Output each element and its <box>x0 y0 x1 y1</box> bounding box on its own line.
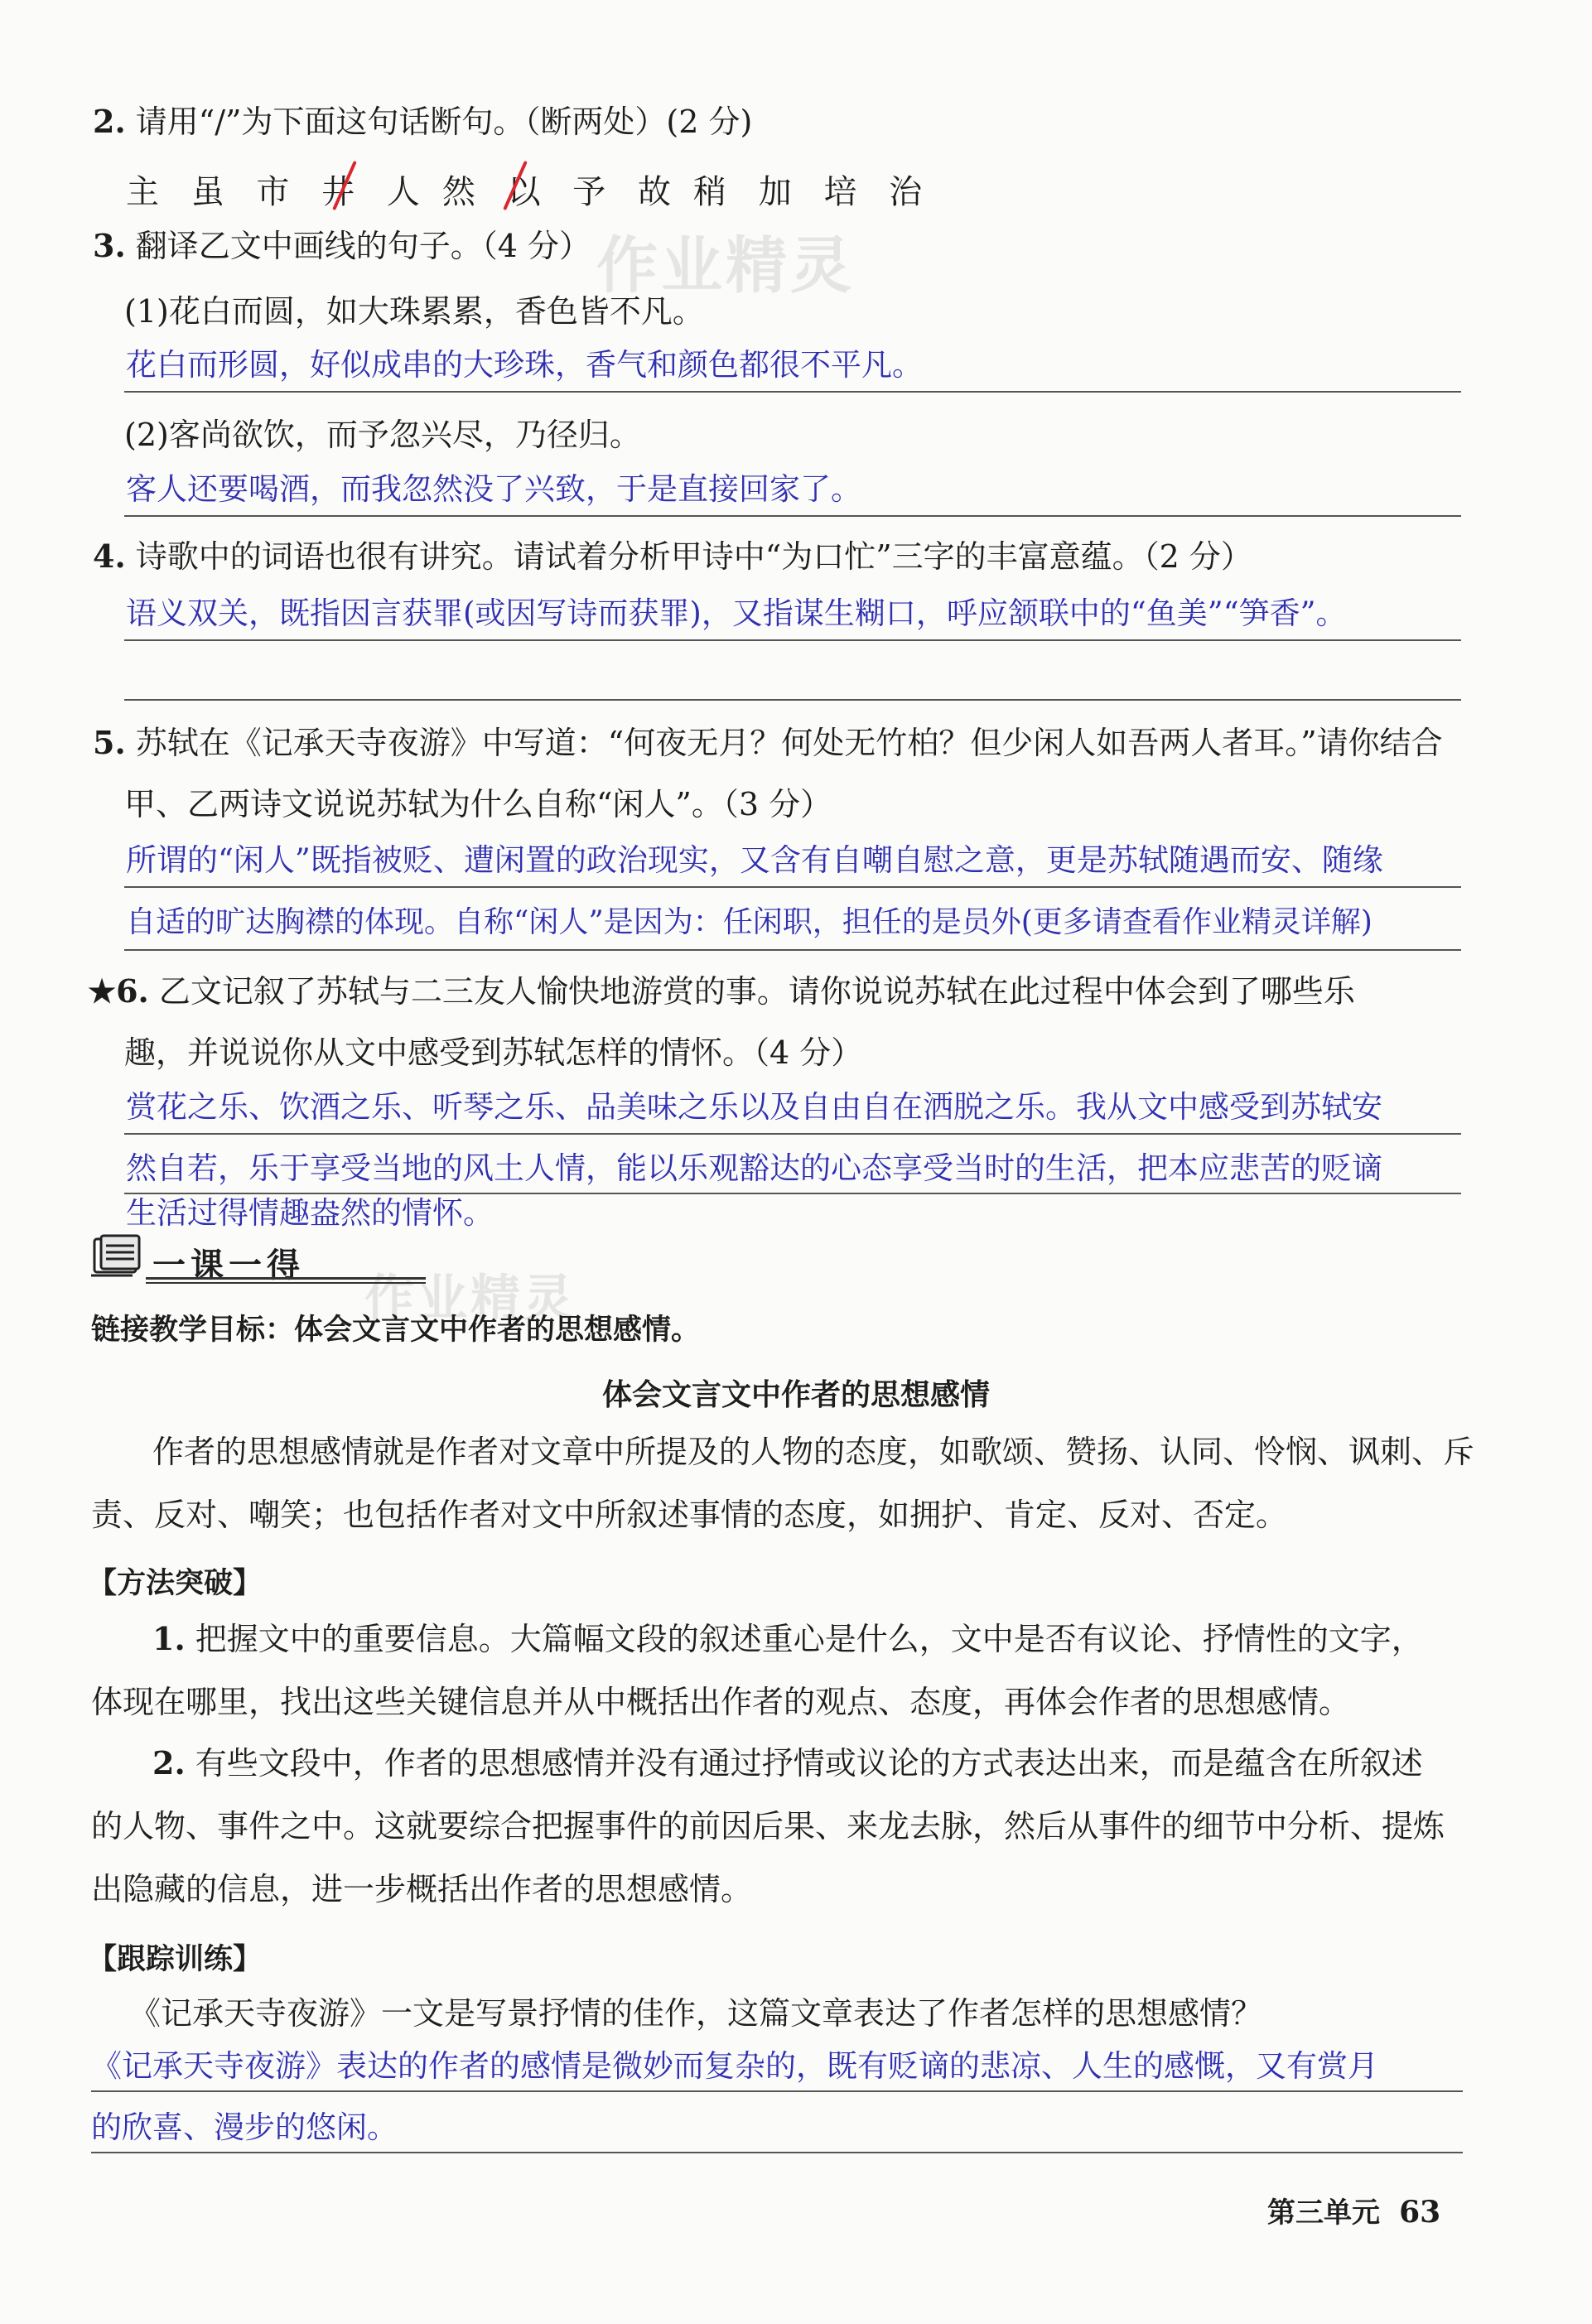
method2-line1 <box>152 1744 1423 1782</box>
method1-number: 1. <box>152 1620 186 1657</box>
q2-sentence <box>126 166 933 213</box>
q4-answer: 语义双关，既指因言获罪(或因写诗而获罪)，又指谋生糊口，呼应颔联中的“鱼美”“笋香”。 <box>126 595 1347 631</box>
section-title: 一课一得 <box>152 1246 305 1285</box>
q5-text-line1: 苏轼在《记承天寺夜游》中写道：“何夜无月？何处无竹柏？但少闲人如吾两人者耳。”请你结合 <box>135 725 1443 761</box>
q2-sentence-part1: 主 虽 市 井 人 <box>126 173 431 211</box>
q3-answer2: 客人还要喝酒，而我忽然没了兴致，于是直接回家了。 <box>126 471 861 507</box>
q4-text: 诗歌中的词语也很有讲究。请试着分析甲诗中“为口忙”三字的丰富意蕴。（2 分） <box>135 538 1252 575</box>
q3-number: 3. <box>93 227 126 264</box>
q6-text-line1: 乙文记叙了苏轼与二三友人愉快地游赏的事。请你说说苏轼在此过程中体会到了哪些乐 <box>158 973 1355 1010</box>
answer-line <box>124 639 1461 641</box>
q5-prompt-line2: 甲、乙两诗文说说苏轼为什么自称“闲人”。（3 分） <box>124 786 832 822</box>
answer-line <box>91 2152 1463 2153</box>
q4-number: 4. <box>93 538 126 575</box>
page-footer <box>1267 2190 1440 2230</box>
q3-prompt <box>93 227 591 264</box>
q6-prompt-line2: 趣，并说说你从文中感受到苏轼怎样的情怀。（4 分） <box>124 1034 863 1071</box>
answer-line <box>124 1193 1461 1194</box>
answer-line <box>124 391 1461 393</box>
method2-text: 有些文段中，作者的思想感情并没有通过抒情或议论的方式表达出来，而是蕴含在所叙述 <box>195 1745 1423 1782</box>
q6-number: ★6. <box>88 972 149 1010</box>
page-number: 63 <box>1399 2195 1441 2230</box>
q6-prompt-line1 <box>88 972 1355 1010</box>
method2-line2: 的人物、事件之中。这就要综合把握事件的前因后果、来龙去脉，然后从事件的细节中分析、提炼 <box>91 1808 1445 1844</box>
q2-sentence-part2: 然 以 予 故 <box>441 173 683 211</box>
method-title: 【方法突破】 <box>88 1567 263 1600</box>
method1-line2: 体现在哪里，找出这些关键信息并从中概括出作者的观点、态度，再体会作者的思想感情。 <box>91 1684 1351 1720</box>
q3-sub2: (2)客尚欲饮，而予忽兴尽，乃径归。 <box>124 417 641 453</box>
link-goal: 链接教学目标：体会文言文中作者的思想感情。 <box>91 1314 701 1347</box>
q6-answer-line3: 生活过得情趣盎然的情怀。 <box>126 1195 494 1231</box>
answer-line <box>124 949 1461 951</box>
notebook-icon <box>89 1232 142 1279</box>
watermark: 作业精灵 <box>364 1270 576 1328</box>
q5-prompt-line1 <box>93 724 1443 761</box>
track-answer-line2: 的欣喜、漫步的悠闲。 <box>91 2109 398 2145</box>
answer-line <box>124 515 1461 517</box>
method2-number: 2. <box>152 1744 186 1782</box>
section-subtitle: 体会文言文中作者的思想感情 <box>601 1378 990 1412</box>
answer-line <box>91 2090 1463 2092</box>
q2-prompt <box>93 103 753 140</box>
intro-line1: 作者的思想感情就是作者对文章中所提及的人物的态度，如歌颂、赞扬、认同、怜悯、讽刺、斥 <box>152 1434 1475 1470</box>
q6-answer-line2: 然自若，乐于享受当地的风土人情，能以乐观豁达的心态享受当时的生活，把本应悲苦的贬谪 <box>126 1150 1382 1186</box>
unit-label: 第三单元 <box>1267 2196 1380 2230</box>
track-answer-line1: 《记承天寺夜游》表达的作者的感情是微妙而复杂的，既有贬谪的悲凉、人生的感慨，又有赏月 <box>91 2048 1378 2084</box>
answer-line <box>124 1133 1461 1135</box>
watermark: 作业精灵 <box>596 230 855 301</box>
q3-text: 翻译乙文中画线的句子。（4 分） <box>135 228 591 264</box>
track-title: 【跟踪训练】 <box>88 1943 263 1976</box>
q2-text: 请用“/”为下面这句话断句。（断两处）(2 分) <box>135 104 753 140</box>
q5-number: 5. <box>93 724 126 761</box>
q5-answer-line1: 所谓的“闲人”既指被贬、遭闲置的政治现实，又含有自嘲自慰之意，更是苏轼随遇而安、随缘 <box>126 842 1383 878</box>
track-question: 《记承天寺夜游》一文是写景抒情的佳作，这篇文章表达了作者怎样的思想感情？ <box>129 1995 1263 2032</box>
answer-line <box>124 699 1461 701</box>
answer-line <box>124 886 1461 888</box>
section-header <box>89 1231 346 1285</box>
method1-text: 把握文中的重要信息。大篇幅文段的叙述重心是什么，文中是否有议论、抒情性的文字， <box>195 1621 1423 1657</box>
method2-line3: 出隐藏的信息，进一步概括出作者的思想感情。 <box>91 1871 753 1907</box>
intro-line2: 责、反对、嘲笑；也包括作者对文中所叙述事情的态度，如拥护、肯定、反对、否定。 <box>91 1497 1288 1533</box>
q4-prompt <box>93 538 1252 575</box>
q5-answer-line2: 自适的旷达胸襟的体现。自称“闲人”是因为：任闲职，担任的是员外(更多请查看作业精灵详解) <box>126 905 1372 939</box>
q2-sentence-part3: 稍 加 培 治 <box>693 173 933 211</box>
q3-sub1: (1)花白而圆，如大珠累累，香色皆不凡。 <box>124 293 704 330</box>
method1-line1 <box>152 1620 1423 1657</box>
q2-number: 2. <box>93 103 126 140</box>
q3-answer1: 花白而形圆，好似成串的大珍珠，香气和颜色都很不平凡。 <box>126 347 923 383</box>
q6-answer-line1: 赏花之乐、饮酒之乐、听琴之乐、品美味之乐以及自由自在洒脱之乐。我从文中感受到苏轼安 <box>126 1089 1382 1125</box>
